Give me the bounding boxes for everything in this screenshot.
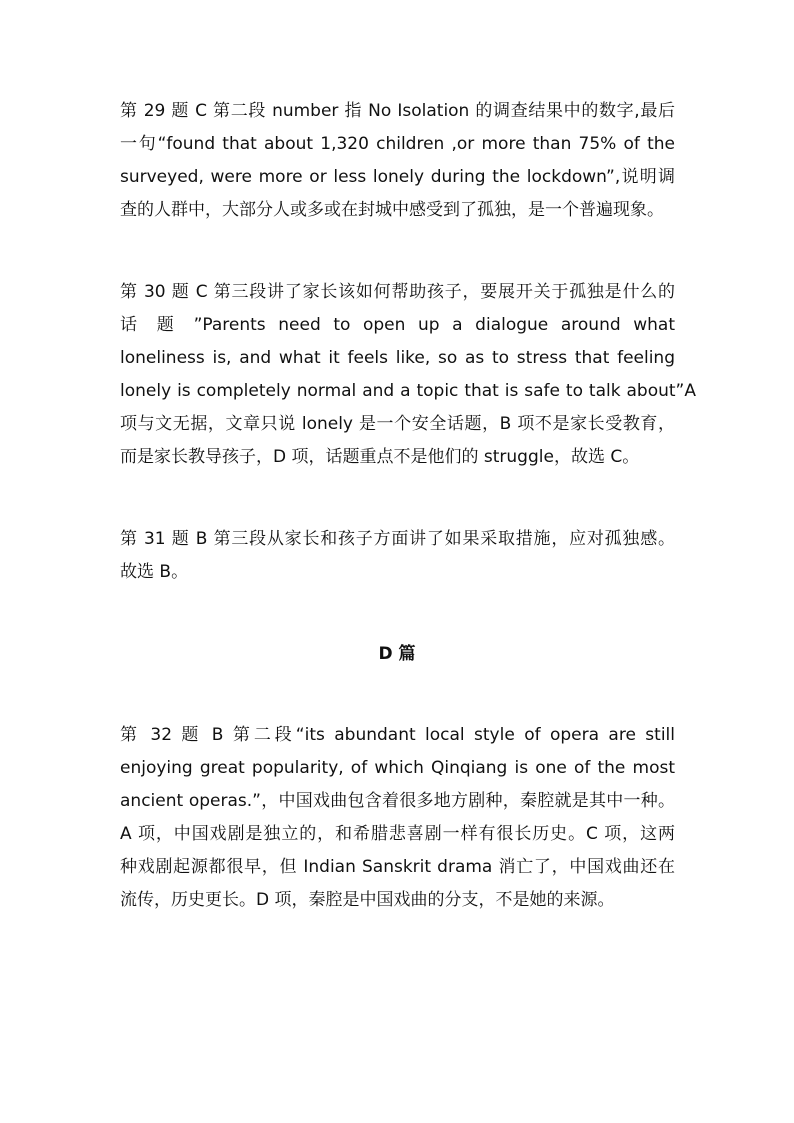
q31-line-1: 第 31 题 B 第三段从家长和孩子方面讲了如果采取措施，应对孤独感。 <box>120 529 675 549</box>
q29-line-2: 一句“found that about 1,320 children ,or more than 75% of the <box>120 134 675 154</box>
q32-line-6: 流传，历史更长。D 项，秦腔是中国戏曲的分支，不是她的来源。 <box>120 890 615 910</box>
q31-line-2: 故选 B。 <box>120 562 189 582</box>
q32-line-4: A 项，中国戏剧是独立的，和希腊悲喜剧一样有很长历史。C 项，这两 <box>120 824 675 844</box>
q30-line-2: 话 题 ”Parents need to open up a dialogue around what <box>120 315 675 335</box>
q29-line-4: 查的人群中，大部分人或多或在封城中感受到了孤独，是一个普遍现象。 <box>120 200 664 220</box>
q30-line-6: 而是家长教导孩子，D 项，话题重点不是他们的 struggle，故选 C。 <box>120 447 640 467</box>
q32-line-2: enjoying great popularity, of which Qinqiang is one of the most <box>120 758 675 778</box>
q32-line-3: ancient operas.”，中国戏曲包含着很多地方剧种，秦腔就是其中一种。 <box>120 791 675 811</box>
q30-line-4: lonely is completely normal and a topic that is safe to talk about”A <box>120 381 696 401</box>
q30-line-3: loneliness is, and what it feels like, so as to stress that feeling <box>120 348 675 368</box>
q30-line-5: 项与文无据，文章只说 lonely 是一个安全话题，B 项不是家长受教育， <box>120 414 675 434</box>
q30-line-1: 第 30 题 C 第三段讲了家长该如何帮助孩子，要展开关于孤独是什么的 <box>120 282 675 302</box>
section-heading: D 篇 <box>378 644 416 664</box>
q29-line-1: 第 29 题 C 第二段 number 指 No Isolation 的调查结果中的数字,最后 <box>120 101 675 121</box>
q29-line-3: surveyed, were more or less lonely during the lockdown”,说明调 <box>120 167 675 187</box>
q32-line-5: 种戏剧起源都很早，但 Indian Sanskrit drama 消亡了，中国戏曲还在 <box>120 857 675 877</box>
q32-line-1: 第 32 题 B 第二段“its abundant local style of opera are still <box>120 725 675 745</box>
